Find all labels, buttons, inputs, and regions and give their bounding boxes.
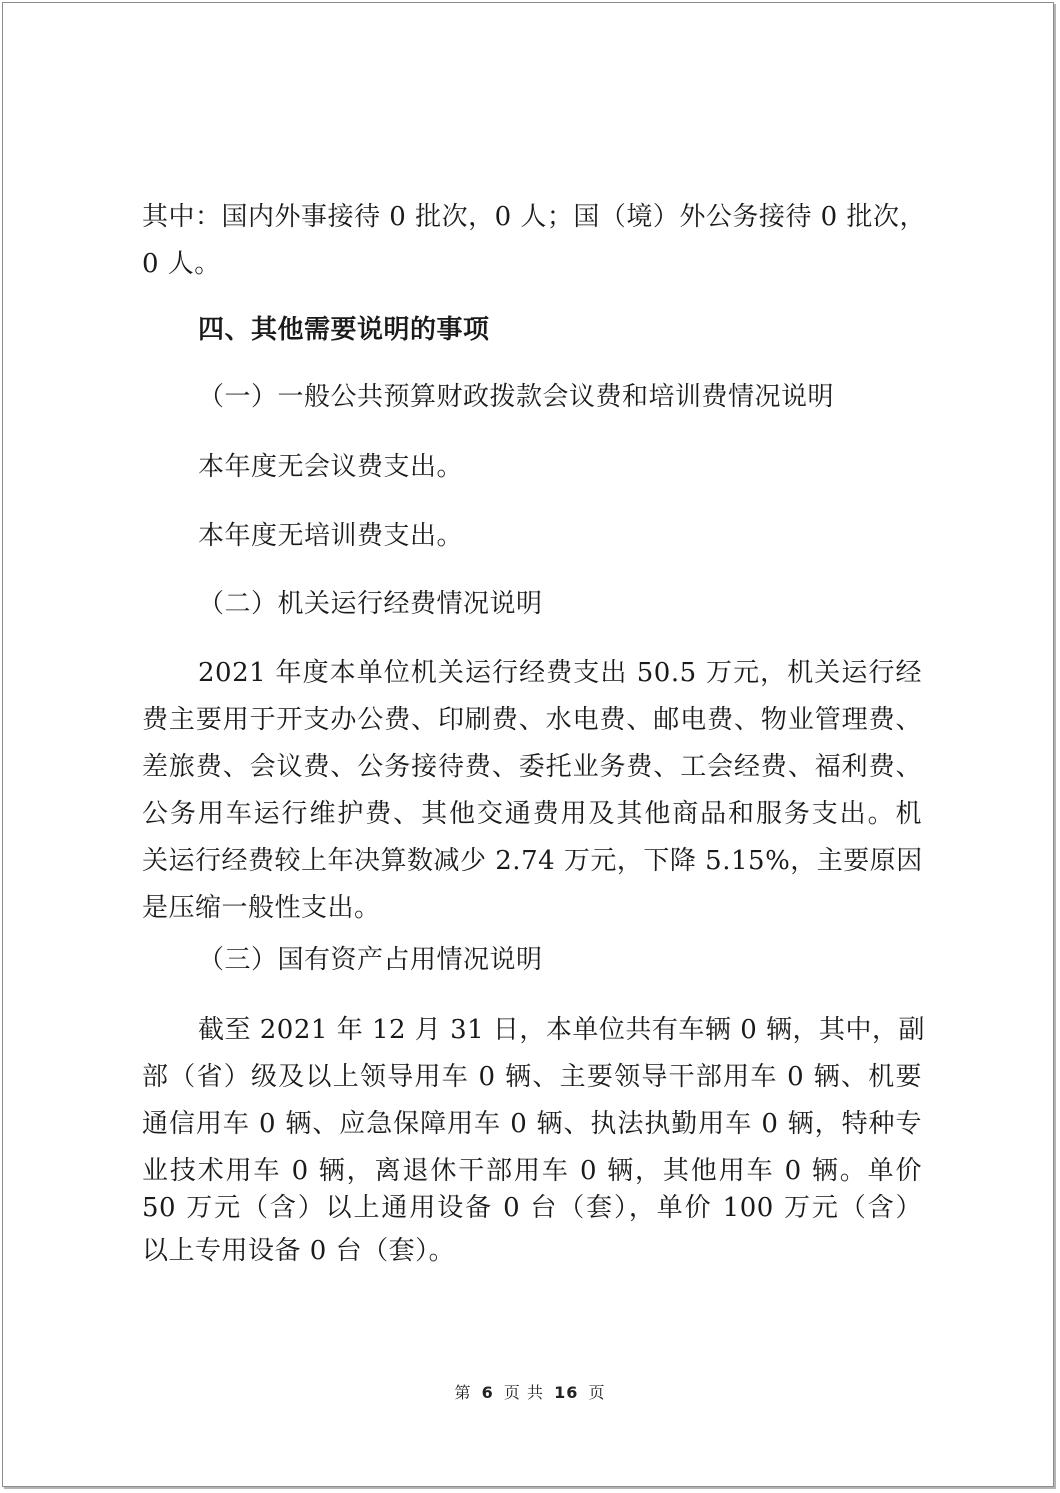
sub-two-heading: （二）机关运行经费情况说明	[198, 589, 543, 619]
asset-line-4: 业技术用车 0 辆，离退休干部用车 0 辆，其他用车 0 辆。单价	[142, 1156, 922, 1186]
operating-cost-line-3: 差旅费、会议费、公务接待费、委托业务费、工会经费、福利费、	[142, 752, 922, 782]
footer-suffix: 页	[588, 1383, 606, 1402]
operating-cost-line-6: 是压缩一般性支出。	[142, 893, 381, 923]
page-footer	[0, 1380, 1060, 1403]
operating-cost-line-5: 关运行经费较上年决算数减少 2.74 万元，下降 5.15%，主要原因	[142, 846, 923, 876]
footer-prefix: 第	[454, 1383, 472, 1402]
reception-line-1: 其中：国内外事接待 0 批次，0 人；国（境）外公务接待 0 批次，	[142, 202, 926, 232]
asset-line-1: 截至 2021 年 12 月 31 日，本单位共有车辆 0 辆，其中，副	[198, 1015, 925, 1045]
asset-line-2: 部（省）级及以上领导用车 0 辆、主要领导干部用车 0 辆、机要	[142, 1062, 922, 1092]
operating-cost-line-1: 2021 年度本单位机关运行经费支出 50.5 万元，机关运行经	[198, 658, 922, 688]
reception-line-2: 0 人。	[142, 249, 221, 279]
total-page-number: 16	[554, 1383, 579, 1402]
sub-three-heading: （三）国有资产占用情况说明	[198, 945, 543, 975]
sub-one-heading: （一）一般公共预算财政拨款会议费和培训费情况说明	[198, 382, 835, 412]
operating-cost-line-2: 费主要用于开支办公费、印刷费、水电费、邮电费、物业管理费、	[142, 705, 922, 735]
asset-line-6: 以上专用设备 0 台（套）。	[142, 1236, 456, 1266]
asset-line-5: 50 万元（含）以上通用设备 0 台（套），单价 100 万元（含）	[142, 1193, 922, 1223]
section-four-heading: 四、其他需要说明的事项	[198, 315, 490, 345]
asset-line-3: 通信用车 0 辆、应急保障用车 0 辆、执法执勤用车 0 辆，特种专	[142, 1109, 922, 1139]
current-page-number: 6	[481, 1383, 494, 1402]
operating-cost-line-4: 公务用车运行维护费、其他交通费用及其他商品和服务支出。机	[142, 799, 922, 829]
training-fee-text: 本年度无培训费支出。	[198, 521, 464, 551]
footer-middle: 页 共	[503, 1383, 544, 1402]
meeting-fee-text: 本年度无会议费支出。	[198, 452, 464, 482]
